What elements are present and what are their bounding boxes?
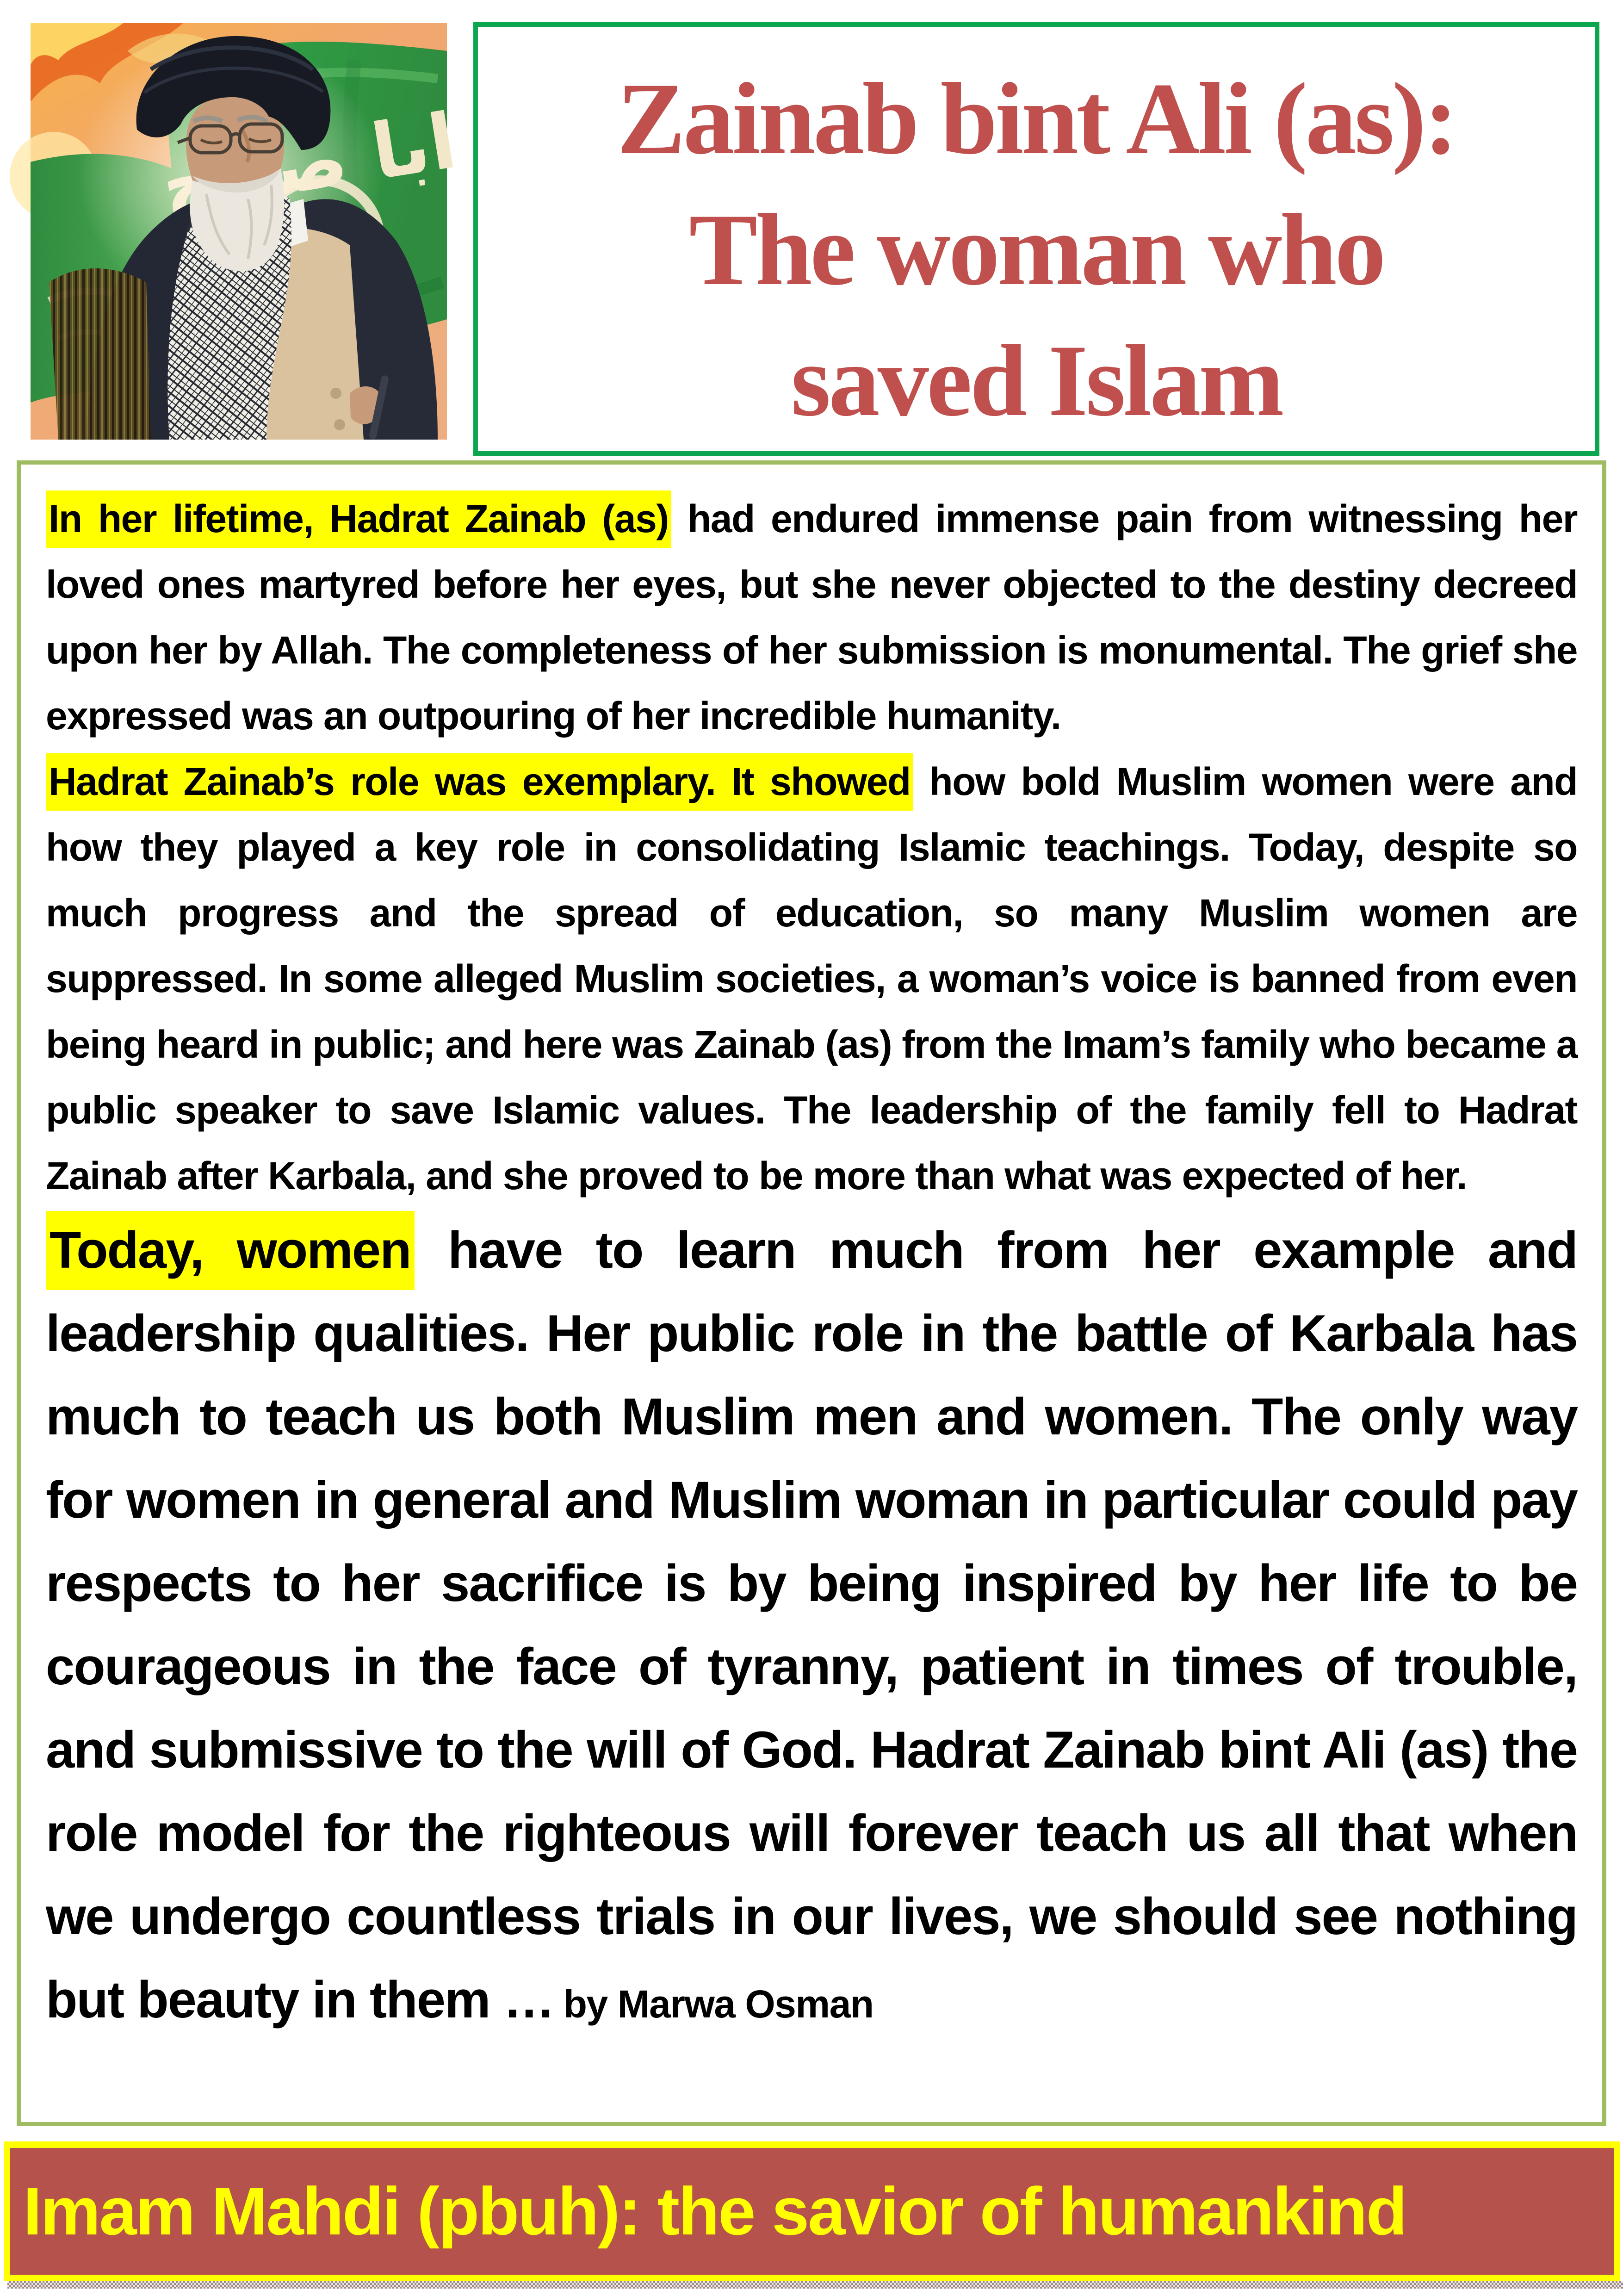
footer-banner: [4, 2141, 1620, 2281]
vest-button: [330, 388, 341, 399]
paragraph-1: [46, 486, 1577, 749]
flag-script-text: ابا: [365, 96, 462, 197]
title-box: [473, 22, 1599, 456]
paragraph-3: [46, 1209, 1577, 2046]
highlight-2: Hadrat Zainab’s role was exemplary. It showed: [46, 753, 913, 811]
title-line-2: The woman who: [689, 193, 1384, 307]
draped-cloth: [49, 268, 151, 440]
title-line-1: Zainab bint Ali (as):: [617, 62, 1456, 176]
paragraph-2-text: how bold Muslim women were and how they played a key role in consolidating Islamic teachings. Today, despite so much progress and the spread of education, so many Muslim women are suppressed. In some alleged Muslim societies, a woman’s voice is banned from even being heard in public; and here was Zainab (as) from the Imam’s family who became a public speaker to save Islamic values. The leadership of the family fell to Hadrat Zainab after Karbala, and she proved to be more than what was expected of her.: [46, 760, 1577, 1198]
page-edge-artifact: [7, 2281, 1623, 2289]
leader-photo-art: [31, 23, 462, 440]
title-line-3: saved Islam: [791, 324, 1282, 438]
paragraph-2: [46, 749, 1577, 1209]
paragraph-3-text: have to learn much from her example and leadership qualities. Her public role in the battle of Karbala has much to teach us both Muslim men and women. The only way for women in general and Muslim woman in particular could pay respects to her sacrifice is by being inspired by her life to be courageous in the face of tyranny, patient in times of trouble, and submissive to the will of God. Hadrat Zainab bint Ali (as) the role model for the righteous will forever teach us all that when we undergo countless trials in our lives, we should see nothing but beauty in them …: [46, 1221, 1578, 2029]
author-byline: by Marwa Osman: [563, 1982, 873, 2026]
paragraph-1-text: had endured immense pain from witnessing her loved ones martyred before her eyes, but she never objected to the destiny decreed upon her by Allah. The completeness of her submission is monumental. The grief she expressed was an outpouring of her incredible humanity.: [46, 497, 1577, 738]
leader-photo: [31, 23, 462, 440]
footer-title: Imam Mahdi (pbuh): the savior of humankind: [23, 2173, 1406, 2249]
highlight-1: In her lifetime, Hadrat Zainab (as): [46, 490, 671, 548]
highlight-3: Today, women: [46, 1211, 415, 1290]
article-box: [17, 460, 1606, 2126]
vest-button-2: [334, 419, 345, 430]
